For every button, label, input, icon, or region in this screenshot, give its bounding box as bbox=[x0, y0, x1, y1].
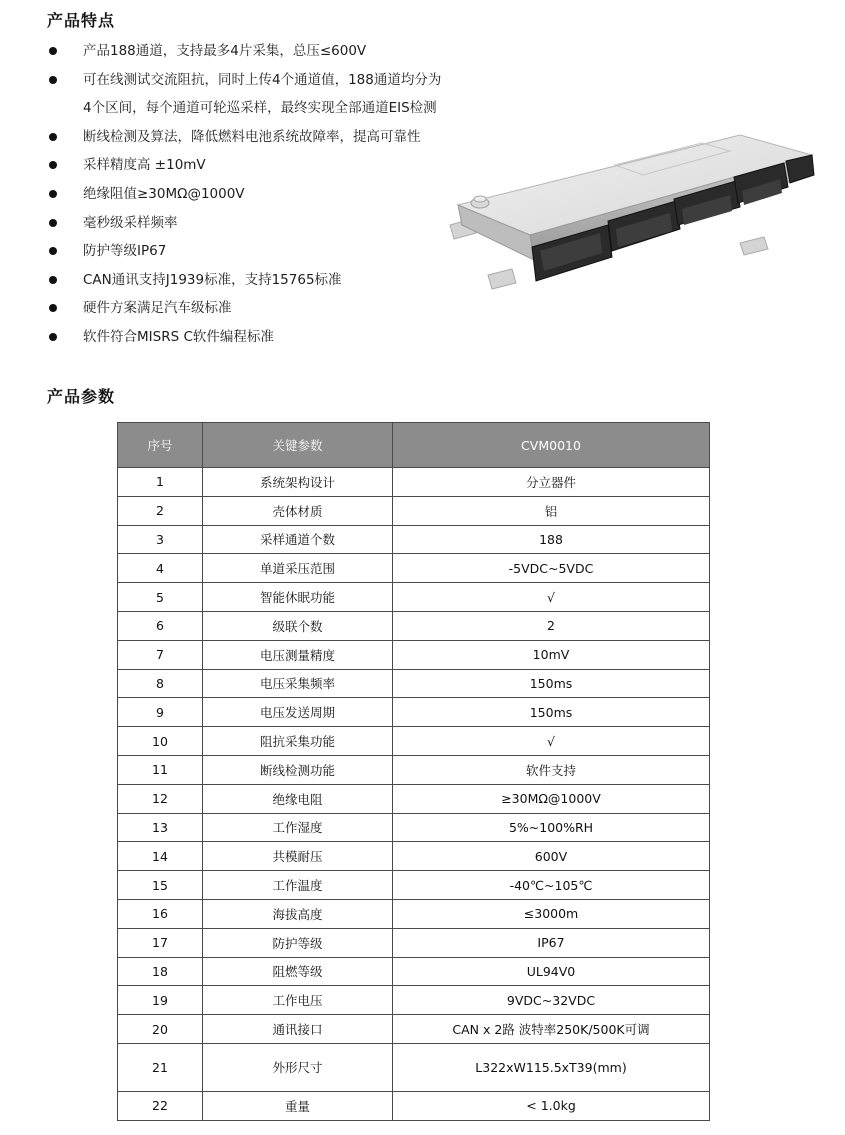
table-row bbox=[118, 784, 710, 813]
bullet-icon bbox=[49, 276, 57, 284]
row-key: 单道采压范围 bbox=[203, 554, 393, 583]
feature-item: 断线检测及算法，降低燃料电池系统故障率，提高可靠性 bbox=[47, 123, 517, 152]
row-no: 19 bbox=[118, 986, 203, 1015]
feature-item: 产品188通道，支持最多4片采集，总压≤600V bbox=[47, 37, 517, 66]
row-key: 电压测量精度 bbox=[203, 640, 393, 669]
product-image bbox=[440, 125, 820, 305]
row-no: 9 bbox=[118, 698, 203, 727]
table-row bbox=[118, 842, 710, 871]
table-row bbox=[118, 813, 710, 842]
row-value: 600V bbox=[393, 842, 710, 871]
table-row bbox=[118, 928, 710, 957]
table-row bbox=[118, 669, 710, 698]
row-no: 4 bbox=[118, 554, 203, 583]
row-no: 17 bbox=[118, 928, 203, 957]
feature-item: 采样精度高 ±10mV bbox=[47, 151, 517, 180]
table-row bbox=[118, 554, 710, 583]
table-row bbox=[118, 986, 710, 1015]
row-no: 16 bbox=[118, 899, 203, 928]
row-no: 3 bbox=[118, 525, 203, 554]
bullet-icon bbox=[49, 333, 57, 341]
row-key: 系统架构设计 bbox=[203, 468, 393, 497]
table-row bbox=[118, 583, 710, 612]
table-row bbox=[118, 698, 710, 727]
bullet-icon bbox=[49, 161, 57, 169]
row-key: 工作温度 bbox=[203, 871, 393, 900]
row-no: 20 bbox=[118, 1015, 203, 1044]
row-no: 13 bbox=[118, 813, 203, 842]
row-value: √ bbox=[393, 583, 710, 612]
bullet-icon bbox=[49, 190, 57, 198]
row-value: IP67 bbox=[393, 928, 710, 957]
table-row bbox=[118, 899, 710, 928]
feature-item: 绝缘阻值≥30MΩ@1000V bbox=[47, 180, 517, 209]
feature-item: 可在线测试交流阻抗，同时上传4个通道值，188通道均分为 bbox=[47, 66, 517, 95]
row-value: CAN x 2路 波特率250K/500K可调 bbox=[393, 1015, 710, 1044]
header-key-param: 关键参数 bbox=[203, 423, 393, 468]
feature-item-continuation: 4个区间，每个通道可轮巡采样，最终实现全部通道EIS检测 bbox=[83, 100, 437, 117]
row-value: 分立器件 bbox=[393, 468, 710, 497]
row-key: 智能休眠功能 bbox=[203, 583, 393, 612]
row-key: 工作湿度 bbox=[203, 813, 393, 842]
table-row bbox=[118, 1091, 710, 1120]
row-no: 18 bbox=[118, 957, 203, 986]
row-key: 电压发送周期 bbox=[203, 698, 393, 727]
row-key: 采样通道个数 bbox=[203, 525, 393, 554]
row-key: 断线检测功能 bbox=[203, 755, 393, 784]
row-no: 14 bbox=[118, 842, 203, 871]
row-no: 5 bbox=[118, 583, 203, 612]
row-key: 壳体材质 bbox=[203, 496, 393, 525]
row-key: 通讯接口 bbox=[203, 1015, 393, 1044]
params-title: 产品参数 bbox=[47, 387, 116, 406]
row-key: 共模耐压 bbox=[203, 842, 393, 871]
row-no: 1 bbox=[118, 468, 203, 497]
row-value: √ bbox=[393, 727, 710, 756]
row-key: 重量 bbox=[203, 1091, 393, 1120]
row-key: 级联个数 bbox=[203, 611, 393, 640]
row-value: 2 bbox=[393, 611, 710, 640]
table-row bbox=[118, 468, 710, 497]
row-key: 阻抗采集功能 bbox=[203, 727, 393, 756]
table-row bbox=[118, 957, 710, 986]
row-no: 15 bbox=[118, 871, 203, 900]
row-key: 海拔高度 bbox=[203, 899, 393, 928]
row-key: 绝缘电阻 bbox=[203, 784, 393, 813]
row-value: 150ms bbox=[393, 698, 710, 727]
row-value: 铝 bbox=[393, 496, 710, 525]
row-no: 21 bbox=[118, 1043, 203, 1091]
row-value: 10mV bbox=[393, 640, 710, 669]
row-value: ≤3000m bbox=[393, 899, 710, 928]
feature-item: CAN通讯支持J1939标准，支持15765标准 bbox=[47, 266, 517, 295]
bullet-icon bbox=[49, 76, 57, 84]
row-value: 软件支持 bbox=[393, 755, 710, 784]
row-no: 6 bbox=[118, 611, 203, 640]
row-value: < 1.0kg bbox=[393, 1091, 710, 1120]
table-row bbox=[118, 496, 710, 525]
row-key: 电压采集频率 bbox=[203, 669, 393, 698]
row-value: 5%~100%RH bbox=[393, 813, 710, 842]
feature-item: 防护等级IP67 bbox=[47, 237, 517, 266]
bullet-icon bbox=[49, 47, 57, 55]
row-value: -40℃~105℃ bbox=[393, 871, 710, 900]
feature-item: 硬件方案满足汽车级标准 bbox=[47, 294, 517, 323]
table-row bbox=[118, 611, 710, 640]
row-no: 7 bbox=[118, 640, 203, 669]
row-value: -5VDC~5VDC bbox=[393, 554, 710, 583]
table-row bbox=[118, 640, 710, 669]
table-row bbox=[118, 755, 710, 784]
feature-item: 毫秒级采样频率 bbox=[47, 209, 517, 238]
header-no: 序号 bbox=[118, 423, 203, 468]
table-row bbox=[118, 1043, 710, 1091]
bullet-icon bbox=[49, 219, 57, 227]
row-value: 150ms bbox=[393, 669, 710, 698]
row-no: 8 bbox=[118, 669, 203, 698]
row-no: 12 bbox=[118, 784, 203, 813]
table-row bbox=[118, 1015, 710, 1044]
row-no: 2 bbox=[118, 496, 203, 525]
row-key: 外形尺寸 bbox=[203, 1043, 393, 1091]
row-no: 11 bbox=[118, 755, 203, 784]
row-value: 188 bbox=[393, 525, 710, 554]
row-no: 10 bbox=[118, 727, 203, 756]
feature-item: 软件符合MISRS C软件编程标准 bbox=[47, 323, 517, 352]
bullet-icon bbox=[49, 133, 57, 141]
row-no: 22 bbox=[118, 1091, 203, 1120]
table-row bbox=[118, 871, 710, 900]
table-row bbox=[118, 727, 710, 756]
params-table bbox=[117, 422, 710, 1121]
row-value: 9VDC~32VDC bbox=[393, 986, 710, 1015]
row-key: 阻燃等级 bbox=[203, 957, 393, 986]
row-key: 工作电压 bbox=[203, 986, 393, 1015]
table-row bbox=[118, 525, 710, 554]
row-key: 防护等级 bbox=[203, 928, 393, 957]
bullet-icon bbox=[49, 304, 57, 312]
row-value: L322xW115.5xT39(mm) bbox=[393, 1043, 710, 1091]
header-model: CVM0010 bbox=[393, 423, 710, 468]
table-header-row bbox=[118, 423, 710, 468]
row-value: UL94V0 bbox=[393, 957, 710, 986]
row-value: ≥30MΩ@1000V bbox=[393, 784, 710, 813]
features-title: 产品特点 bbox=[47, 11, 116, 30]
bullet-icon bbox=[49, 247, 57, 255]
